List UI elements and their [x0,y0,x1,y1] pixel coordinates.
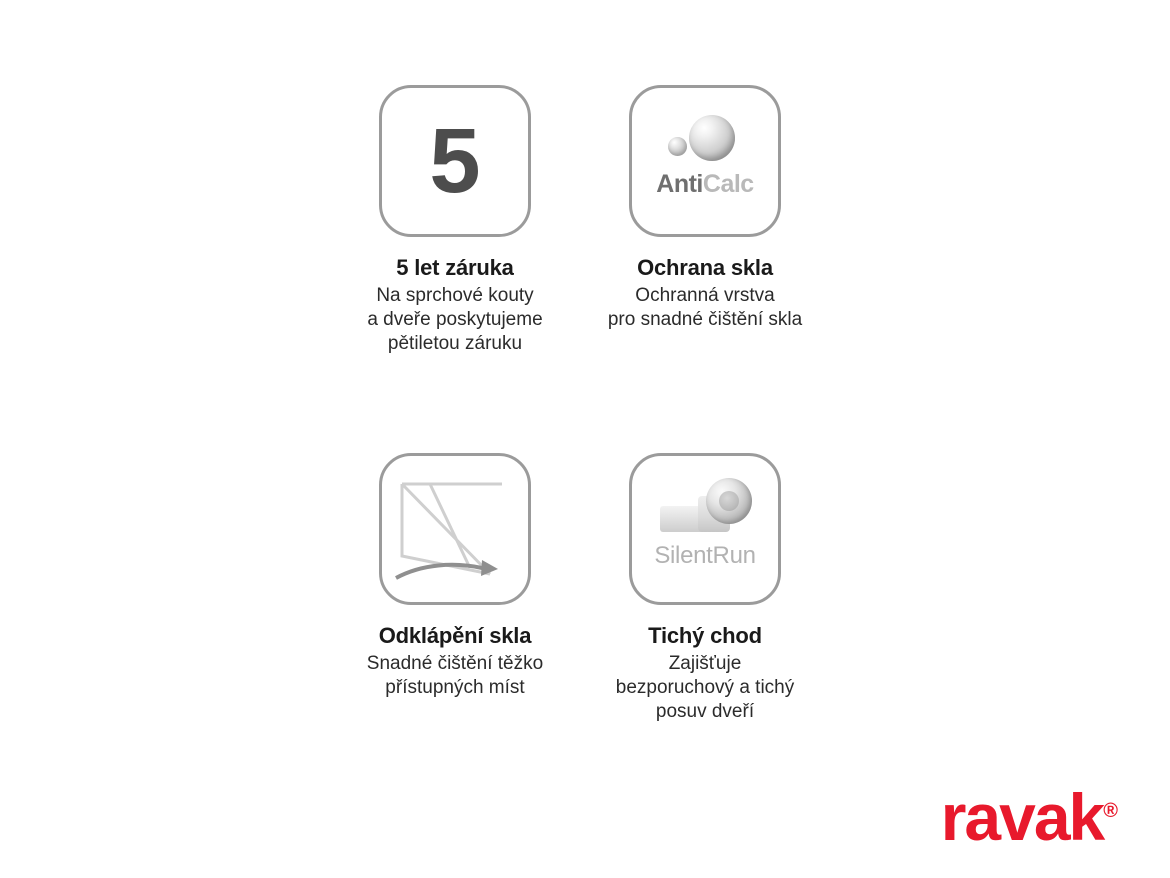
anticalc-icon [629,85,781,237]
tilting-glass-icon [379,453,531,605]
feature-desc-line: posuv dveří [655,701,755,722]
anticalc-graphic [632,88,778,234]
ravak-logo-text: ravak [940,780,1104,854]
warranty-5-years-icon [379,85,531,237]
feature-tilting-glass [330,453,580,724]
feature-description [367,284,542,356]
feature-title: Ochrana skla [637,255,773,280]
anticalc-wordmark [632,170,778,199]
feature-glass-protection [580,85,830,356]
water-drop-large-icon [689,115,735,161]
feature-desc-line: a dveře poskytujeme [367,309,543,330]
feature-row-1 [330,85,850,356]
feature-title: 5 let záruka [396,255,514,280]
trademark-symbol: ® [1103,800,1118,822]
feature-row-2 [330,453,850,724]
feature-desc-line: Snadné čištění těžko [366,653,544,674]
anticalc-word-calc: Calc [702,170,754,198]
warranty-number-label: 5 [429,110,481,212]
feature-silent-run [580,453,830,724]
feature-desc-line: bezporuchový a tichý [615,677,795,698]
feature-desc-line: Zajišťuje [668,653,742,674]
feature-title: Odklápění skla [378,623,532,648]
feature-warranty [330,85,580,356]
silentrun-icon [629,453,781,605]
feature-desc-line: pětiletou záruku [387,333,523,354]
roller-wheel-icon [706,478,752,524]
anticalc-word-anti: Anti [656,170,703,198]
silentrun-graphic [632,456,778,602]
feature-desc-line: Na sprchové kouty [376,285,534,306]
feature-description [616,652,795,724]
feature-desc-line: přístupných míst [385,677,525,698]
feature-desc-line: pro snadné čištění skla [607,309,803,330]
silentrun-wordmark: SilentRun [654,542,756,569]
feature-description [608,284,802,332]
features-grid [330,85,850,724]
ravak-logo [940,780,1118,854]
tilting-glass-graphic [382,456,531,605]
water-drop-small-icon [668,137,687,156]
feature-title: Tichý chod [648,623,762,648]
feature-description [367,652,543,700]
feature-desc-line: Ochranná vrstva [635,285,775,306]
